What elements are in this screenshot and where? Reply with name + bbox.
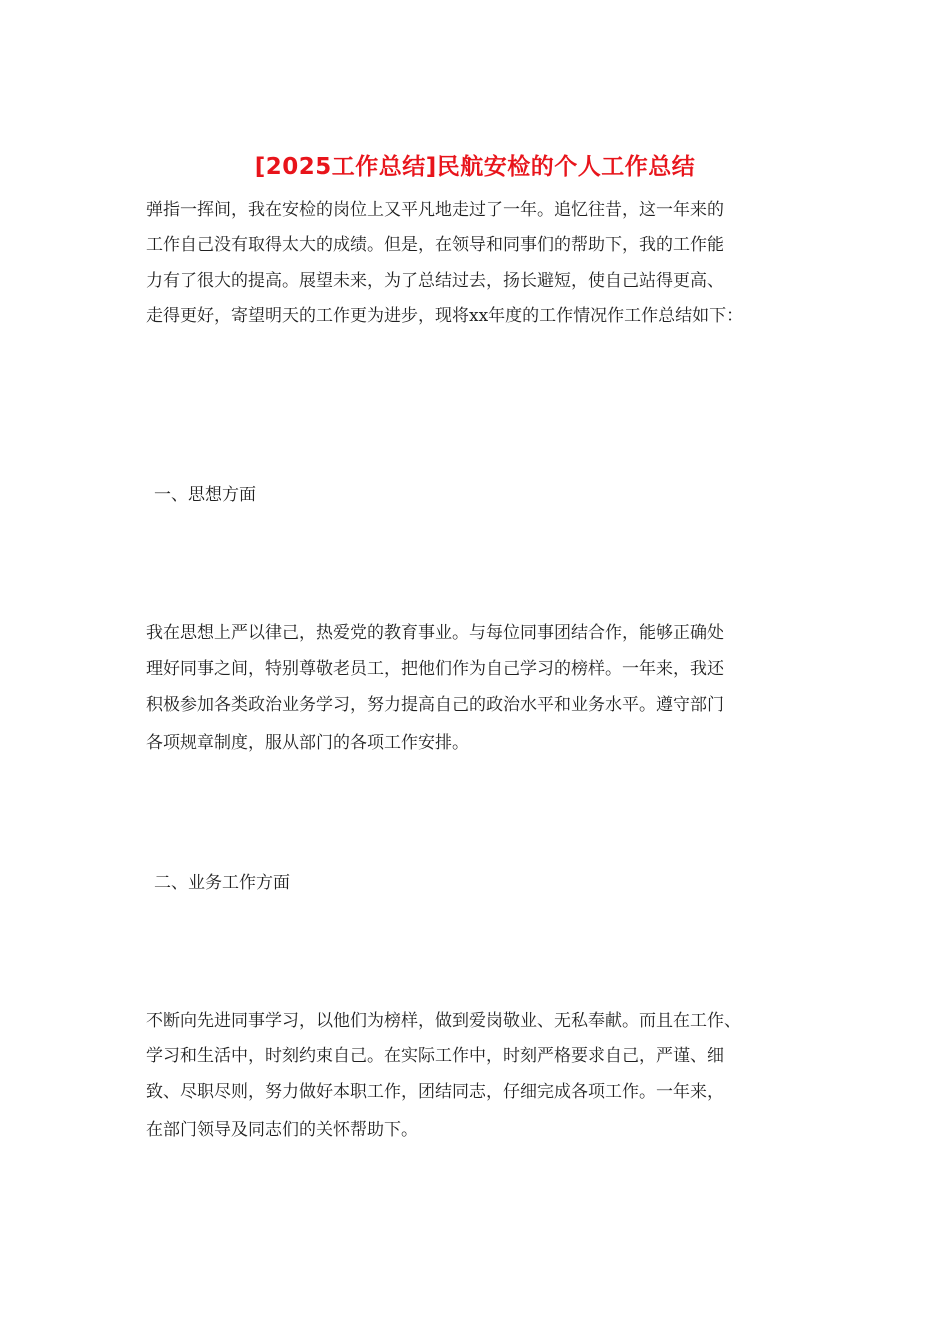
section1-heading: 一、思想方面 <box>154 485 256 505</box>
section1-line-3: 积极参加各类政治业务学习，努力提高自己的政治水平和业务水平。遵守部门 <box>146 695 724 715</box>
section2-line-2: 学习和生活中，时刻约束自己。在实际工作中，时刻严格要求自己，严谨、细 <box>146 1046 724 1066</box>
section1-line-1: 我在思想上严以律己，热爱党的教育事业。与每位同事团结合作，能够正确处 <box>146 623 724 643</box>
intro-line-4: 走得更好，寄望明天的工作更为进步，现将xx年度的工作情况作工作总结如下： <box>146 306 744 326</box>
section1-line-4: 各项规章制度，服从部门的各项工作安排。 <box>146 733 469 753</box>
section2-line-4: 在部门领导及同志们的关怀帮助下。 <box>146 1120 418 1140</box>
intro-line-1: 弹指一挥间，我在安检的岗位上又平凡地走过了一年。追忆往昔，这一年来的 <box>146 200 724 220</box>
section1-line-2: 理好同事之间，特别尊敬老员工，把他们作为自己学习的榜样。一年来，我还 <box>146 659 724 679</box>
intro-line-2: 工作自己没有取得太大的成绩。但是，在领导和同事们的帮助下，我的工作能 <box>146 235 724 255</box>
section2-line-1: 不断向先进同事学习，以他们为榜样，做到爱岗敬业、无私奉献。而且在工作、 <box>146 1011 741 1031</box>
section2-heading: 二、业务工作方面 <box>154 873 290 893</box>
intro-line-3: 力有了很大的提高。展望未来，为了总结过去，扬长避短，使自己站得更高、 <box>146 271 724 291</box>
section2-line-3: 致、尽职尽则，努力做好本职工作，团结同志，仔细完成各项工作。一年来， <box>146 1082 724 1102</box>
document-title: [2025工作总结]民航安检的个人工作总结 <box>254 154 696 180</box>
